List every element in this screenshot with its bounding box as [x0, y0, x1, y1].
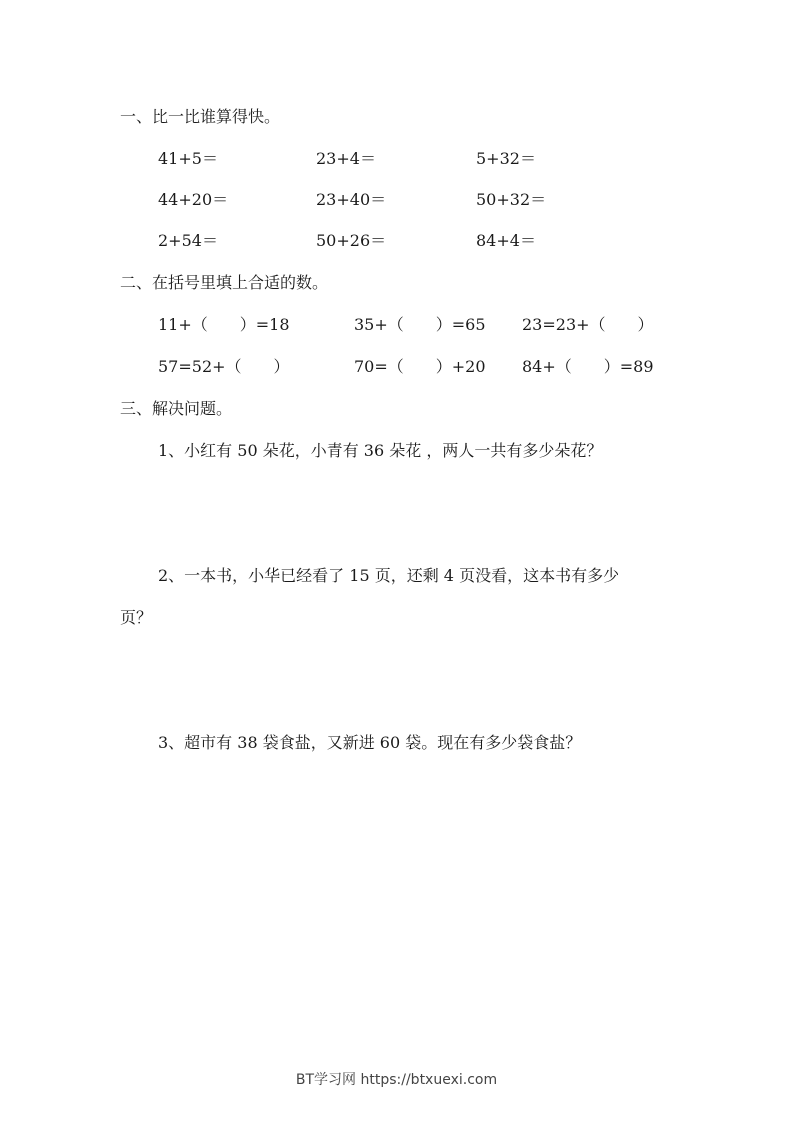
section1-heading: 一、比一比谁算得快。	[120, 107, 281, 126]
word-problem-1: 1、小红有 50 朵花，小青有 36 朵花 ，两人一共有多少朵花？	[158, 441, 603, 460]
fill-item: 70=（ ）+20	[354, 357, 486, 376]
section2-heading: 二、在括号里填上合适的数。	[120, 273, 329, 292]
fill-item: 57=52+（ ）	[158, 357, 290, 376]
calc-item: 23+40＝	[316, 190, 387, 209]
calc-item: 41+5＝	[158, 149, 218, 168]
section3-heading: 三、解决问题。	[120, 399, 233, 418]
calc-item: 23+4＝	[316, 149, 376, 168]
fill-item: 35+（ ）=65	[354, 315, 486, 334]
fill-item: 11+（ ）=18	[158, 315, 290, 334]
word-problem-2-line1: 2、一本书，小华已经看了 15 页，还剩 4 页没看，这本书有多少	[158, 566, 620, 585]
calc-item: 44+20＝	[158, 190, 229, 209]
calc-item: 50+32＝	[476, 190, 547, 209]
calc-item: 50+26＝	[316, 231, 387, 250]
word-problem-3: 3、超市有 38 袋食盐，又新进 60 袋。现在有多少袋食盐？	[158, 733, 582, 752]
calc-item: 2+54＝	[158, 231, 218, 250]
footer-watermark: BT学习网 https://btxuexi.com	[295, 1072, 498, 1088]
calc-item: 5+32＝	[476, 149, 536, 168]
fill-item: 84+（ ）=89	[522, 357, 654, 376]
calc-item: 84+4＝	[476, 231, 536, 250]
fill-item: 23=23+（ ）	[522, 315, 654, 334]
word-problem-2-line2: 页？	[120, 608, 153, 627]
